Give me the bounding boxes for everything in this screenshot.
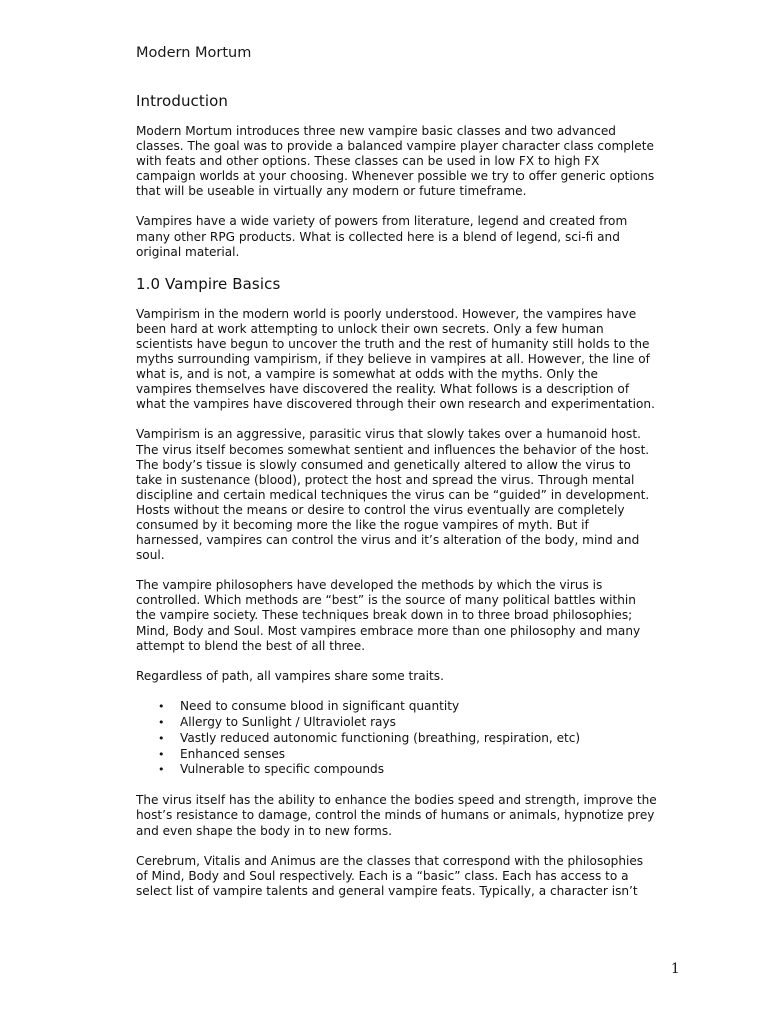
bullet-item: • Need to consume blood in significant quantity	[180, 699, 681, 715]
bullet-item: • Enhanced senses	[180, 747, 681, 763]
page-number: 1	[671, 961, 680, 977]
document-body	[136, 92, 681, 914]
paragraph: The virus itself has the ability to enhance the bodies speed and strength, improve the host’s resistance to damage, control the minds of humans or animals, hypnotize prey and even shape the body in to new forms.	[136, 793, 657, 838]
bullet-item: • Vulnerable to specific compounds	[180, 762, 681, 778]
paragraph: Modern Mortum introduces three new vampire basic classes and two advanced classes. The goal was to provide a balanced vampire player character class complete with feats and other options. These classes can be used in low FX to high FX campaign worlds at your choosing. Whenever possible we try to offer generic options that will be useable in virtually any modern or future timeframe.	[136, 124, 655, 199]
running-header: Modern Mortum	[136, 45, 252, 61]
paragraph: Vampirism in the modern world is poorly understood. However, the vampires have been hard at work attempting to unlock their own secrets. Only a few human scientists have begun to uncover the truth and the rest of humanity still holds to the myths surrounding vampirism, if they believe in vampires at all. However, the line of what is, and is not, a vampire is somewhat at odds with the myths. Only the vampires themselves have discovered the reality. What follows is a description of what the vampires have discovered through their own research and experimentation.	[136, 306, 655, 412]
traits-bullet-list	[136, 699, 681, 779]
paragraph: Vampires have a wide variety of powers from literature, legend and created from many other RPG products. What is collected here is a blend of legend, sci-fi and original material.	[136, 214, 628, 259]
paragraph: Regardless of path, all vampires share some traits.	[136, 668, 444, 683]
paragraph: Cerebrum, Vitalis and Animus are the classes that correspond with the philosophies of Mind, Body and Soul respectively. Each is a “basic” class. Each has access to a select list of vampire talents and general vampire feats. Typically, a character isn’t	[136, 853, 644, 898]
paragraph: Vampirism is an aggressive, parasitic virus that slowly takes over a humanoid host. The virus itself becomes somewhat sentient and influences the behavior of the host. The body’s tissue is slowly consumed and genetically altered to allow the virus to take in sustenance (blood), protect the host and spread the virus. Through mental discipline and certain medical techniques the virus can be “guided” in development. Hosts without the means or desire to control the virus eventually are completely consumed by it becoming more the like the rogue vampires of myth. But if harnessed, vampires can control the virus and it’s alteration of the body, mind and soul.	[136, 427, 650, 563]
bullet-item: • Vastly reduced autonomic functioning (breathing, respiration, etc)	[180, 731, 681, 747]
paragraph: The vampire philosophers have developed the methods by which the virus is controlled. Which methods are “best” is the source of many political battles within the vampire society. These techniques break down in to three broad philosophies; Mind, Body and Soul. Most vampires embrace more than one philosophy and many attempt to blend the best of all three.	[136, 578, 641, 653]
section-heading-vampire-basics: 1.0 Vampire Basics	[136, 274, 281, 293]
section-heading-introduction: Introduction	[136, 92, 229, 110]
bullet-item: • Allergy to Sunlight / Ultraviolet rays	[180, 715, 681, 731]
